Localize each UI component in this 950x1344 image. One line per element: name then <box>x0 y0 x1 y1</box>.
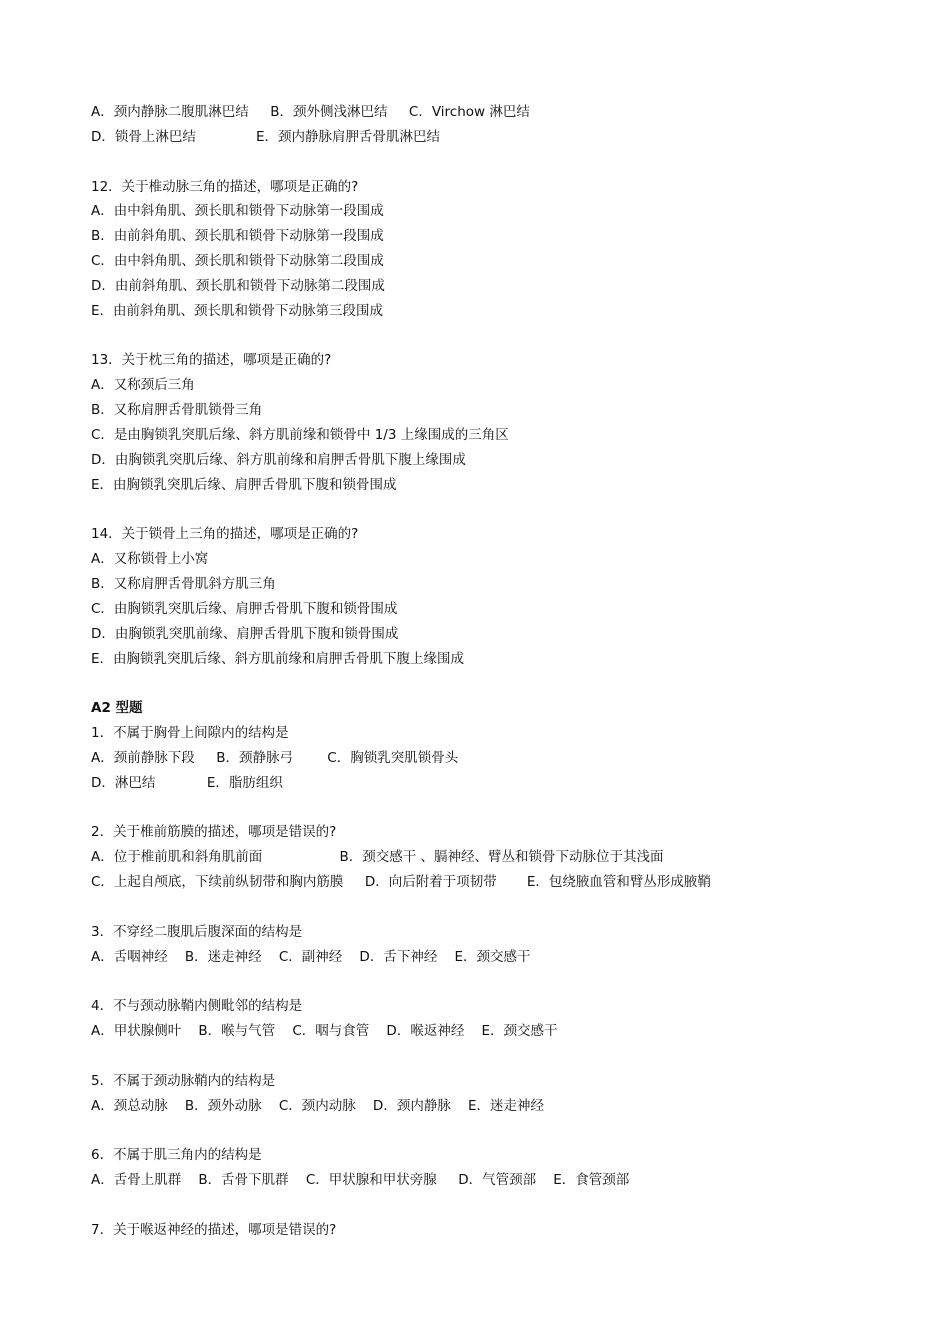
answer-option: A．甲状腺侧叶 B．喉与气管 C．咽与食管 D．喉返神经 E．颈交感干 <box>91 1023 558 1040</box>
blank-line <box>91 895 891 920</box>
answer-option: A．颈总动脉 B．颈外动脉 C．颈内动脉 D．颈内静脉 E．迷走神经 <box>91 1097 545 1114</box>
answer-option: C．由中斜角肌、颈长肌和锁骨下动脉第二段围成 <box>91 253 384 270</box>
answer-option: B．又称肩胛舌骨肌斜方肌三角 <box>91 576 276 593</box>
answer-option: D．淋巴结 E．脂肪组织 <box>91 774 283 791</box>
answer-option: C．是由胸锁乳突肌后缘、斜方肌前缘和锁骨中 1/3 上缘围成的三角区 <box>91 426 509 443</box>
blank-line <box>91 671 891 696</box>
blank-line <box>91 1193 891 1218</box>
section-heading: A2 型题 <box>91 700 143 717</box>
blank-line <box>91 1119 891 1144</box>
question-stem: 7．关于喉返神经的描述，哪项是错误的? <box>91 1221 337 1238</box>
blank-line <box>91 498 891 523</box>
blank-line <box>91 324 891 349</box>
answer-option: C．上起自颅底，下续前纵韧带和胸内筋膜 D．向后附着于项韧带 E．包绕腋血管和臂丛形成腋鞘 <box>91 874 711 891</box>
question-stem: 4．不与颈动脉鞘内侧毗邻的结构是 <box>91 998 303 1015</box>
answer-option: A．又称颈后三角 <box>91 377 195 394</box>
question-stem: 6．不属于肌三角内的结构是 <box>91 1147 262 1164</box>
text-line: D．锁骨上淋巴结 E．颈内静脉肩胛舌骨肌淋巴结 <box>91 128 441 145</box>
answer-option: E．由前斜角肌、颈长肌和锁骨下动脉第三段围成 <box>91 302 384 319</box>
answer-option: D．由胸锁乳突肌前缘、肩胛舌骨肌下腹和锁骨围成 <box>91 625 399 642</box>
question-stem: 1．不属于胸骨上间隙内的结构是 <box>91 725 289 742</box>
question-stem: 12．关于椎动脉三角的描述，哪项是正确的? <box>91 178 359 195</box>
answer-option: C．由胸锁乳突肌后缘、肩胛舌骨肌下腹和锁骨围成 <box>91 600 398 617</box>
answer-option: A．舌咽神经 B．迷走神经 C．副神经 D．舌下神经 E．颈交感干 <box>91 948 531 965</box>
question-stem: 5．不属于颈动脉鞘内的结构是 <box>91 1072 276 1089</box>
answer-option: B．由前斜角肌、颈长肌和锁骨下动脉第一段围成 <box>91 228 384 245</box>
answer-option: E．由胸锁乳突肌后缘、斜方肌前缘和肩胛舌骨肌下腹上缘围成 <box>91 650 465 667</box>
question-stem: 14．关于锁骨上三角的描述，哪项是正确的? <box>91 526 359 543</box>
blank-line <box>91 970 891 995</box>
answer-option: A．位于椎前肌和斜角肌前面 B．颈交感干 、膈神经、臂丛和锁骨下动脉位于其浅面 <box>91 849 664 866</box>
answer-option: D．由前斜角肌、颈长肌和锁骨下动脉第二段围成 <box>91 277 385 294</box>
blank-line <box>91 1044 891 1069</box>
blank-line <box>91 796 891 821</box>
answer-option: A．颈前静脉下段 B．颈静脉弓 C．胸锁乳突肌锁骨头 <box>91 749 459 766</box>
answer-option: E．由胸锁乳突肌后缘、肩胛舌骨肌下腹和锁骨围成 <box>91 476 397 493</box>
answer-option: A．又称锁骨上小窝 <box>91 551 209 568</box>
document-page <box>91 100 891 1243</box>
answer-option: B．又称肩胛舌骨肌锁骨三角 <box>91 402 263 419</box>
question-stem: 13．关于枕三角的描述，哪项是正确的? <box>91 352 332 369</box>
blank-line <box>91 150 891 175</box>
answer-option: D．由胸锁乳突肌后缘、斜方肌前缘和肩胛舌骨肌下腹上缘围成 <box>91 451 466 468</box>
answer-option: A．舌骨上肌群 B．舌骨下肌群 C．甲状腺和甲状旁腺 D．气管颈部 E．食管颈部 <box>91 1172 630 1189</box>
question-stem: 2．关于椎前筋膜的描述，哪项是错误的? <box>91 824 337 841</box>
answer-option: A．由中斜角肌、颈长肌和锁骨下动脉第一段围成 <box>91 203 384 220</box>
question-stem: 3．不穿经二腹肌后腹深面的结构是 <box>91 923 303 940</box>
text-line: A．颈内静脉二腹肌淋巴结 B．颈外侧浅淋巴结 C．Virchow 淋巴结 <box>91 104 530 120</box>
